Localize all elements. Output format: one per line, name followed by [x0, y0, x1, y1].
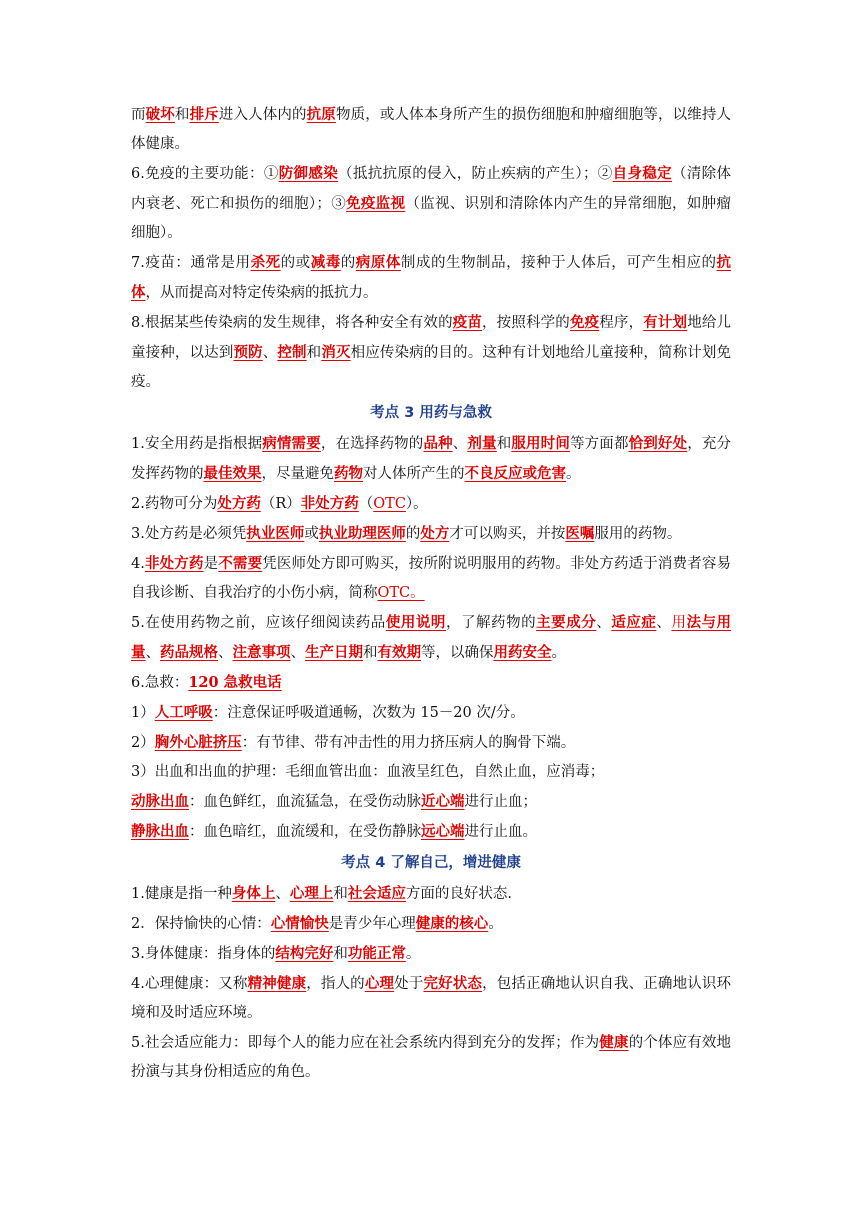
paragraph-bleeding-care	[131, 758, 731, 787]
paragraph-social-adaptation	[131, 1028, 731, 1087]
text: 地给儿童接种，以达到	[131, 315, 732, 361]
keyword: 控制	[277, 344, 307, 361]
keyword: 免疫监视	[346, 195, 406, 212]
text: 、	[656, 615, 672, 631]
underlined-term: 用	[671, 615, 687, 631]
section-heading-health: 考点 4 了解自己，增进健康	[341, 855, 521, 871]
keyword: 减毒	[310, 254, 341, 271]
text: 和	[306, 345, 322, 361]
text: 等，以确保	[421, 645, 494, 661]
text: ，包括正确地认识自我、正确地认识环境和及时适应环境。	[131, 976, 732, 1021]
keyword: 非处方药	[300, 495, 359, 512]
keyword: 最佳效果	[203, 465, 262, 482]
paragraph-venous-bleeding	[131, 817, 731, 847]
text: （监视、识别和清除体内产生的异常细胞，如肿瘤细胞）。	[131, 196, 732, 241]
keyword: 120 急救电话	[188, 674, 282, 691]
keyword: 消灭	[321, 344, 351, 361]
keyword: 病情需要	[262, 435, 321, 452]
paragraph-immune-defense-end	[131, 100, 731, 159]
keyword: 品种	[423, 435, 453, 452]
keyword: 适应症	[611, 614, 657, 631]
text: 等方面都	[570, 436, 629, 452]
keyword: 用药安全	[493, 644, 552, 661]
paragraph-first-aid	[131, 668, 731, 698]
text: 4.心理健康：又称	[131, 976, 248, 992]
keyword: 恰到好处	[628, 435, 688, 452]
text: 是	[203, 556, 219, 572]
paragraph-vaccine	[131, 248, 731, 308]
text: ，充分发挥药物的	[131, 436, 732, 482]
paragraph-prescription-drug	[131, 519, 731, 549]
text: ，指人的	[306, 976, 365, 992]
text: ，按照科学的	[482, 315, 570, 331]
text: （	[358, 496, 374, 512]
text: 的个体应有效地扮演与其身份相适应的角色。	[131, 1035, 732, 1080]
keyword: 不需要	[218, 555, 263, 572]
text: 对人体所产生的	[363, 466, 465, 482]
paragraph-happy-mood	[131, 909, 731, 939]
keyword: 自身稳定	[612, 165, 672, 182]
paragraph-read-instructions	[131, 608, 731, 668]
text: （清除体内衰老、死亡和损伤的细胞）；③	[131, 166, 732, 212]
text: 和	[174, 107, 190, 123]
paragraph-immune-functions	[131, 159, 731, 248]
keyword: 有效期	[377, 644, 421, 661]
keyword: 排斥	[189, 106, 219, 123]
keyword: 处方药	[217, 495, 261, 512]
keyword: 健康的核心	[415, 915, 489, 932]
keyword: 身体上	[231, 885, 276, 902]
paragraph-drug-types	[131, 489, 731, 519]
text: 2.药物可分为	[131, 496, 218, 512]
keyword: 健康	[599, 1034, 629, 1051]
section-heading-medication: 考点 3 用药与急救	[370, 405, 492, 421]
text: 和	[333, 886, 348, 902]
keyword: 有计划	[643, 314, 688, 331]
text: 进入人体内的	[218, 107, 307, 123]
text: 3.处方药是必须凭	[131, 526, 247, 542]
text: 的或	[280, 255, 311, 271]
paragraph-arterial-bleeding	[131, 787, 731, 817]
text: ，尽量避免	[261, 466, 334, 482]
text: 3.身体健康：指身体的	[131, 946, 276, 962]
text: 2）	[131, 735, 155, 751]
keyword: 静脉出血	[131, 823, 189, 840]
text: （抵抗抗原的侵入，防止疾病的产生）；②	[338, 166, 613, 182]
keyword: 防御感染	[278, 165, 339, 182]
keyword: 药品规格	[160, 644, 218, 661]
text: 、	[452, 436, 468, 452]
paragraph-mental-health	[131, 969, 731, 1028]
keyword: 不良反应或危害	[464, 465, 566, 482]
text: ：有节律、带有冲击性的用力挤压病人的胸骨下端。	[241, 735, 576, 751]
text: 物质，或人体本身所产生的损伤细胞和肿瘤细胞等，以维持人体健康。	[131, 107, 732, 152]
text: 、	[275, 886, 290, 902]
keyword: 胸外心脏挤压	[154, 734, 242, 751]
keyword: 医嘱	[565, 525, 595, 542]
text: 、	[145, 645, 160, 661]
keyword: 主要成分	[536, 614, 597, 631]
keyword: 远心端	[421, 823, 465, 840]
text: 。	[488, 916, 503, 932]
keyword: 免疫	[569, 314, 600, 331]
text: 4.	[131, 556, 145, 572]
text: 。	[551, 645, 566, 661]
paragraph-safe-medication	[131, 429, 731, 489]
text: 方面的良好状态.	[405, 886, 512, 902]
keyword: 杀死	[250, 254, 281, 271]
text: 7.疫苗：通常是用	[131, 255, 251, 271]
keyword: 处方	[420, 525, 450, 542]
text: 或	[304, 526, 319, 542]
text: 凭医师处方即可购买，按所附说明服用的药物。非处方药适于消费者容易自我诊断、自我治疗的小伤小病，简称	[131, 556, 732, 601]
keyword: 结构完好	[275, 945, 334, 962]
text: 进行止血。	[464, 824, 537, 840]
text: 服用的药物。	[594, 526, 682, 542]
keyword: 病原体	[355, 254, 401, 271]
text: 3）出血和出血的护理：毛细血管出血：血液呈红色，自然止血，应消毒；	[131, 764, 605, 780]
text: 的	[405, 526, 421, 542]
text: 8.根据某些传染病的发生规律，将各种安全有效的	[131, 315, 453, 331]
text: 、	[218, 645, 233, 661]
text: 是青少年心理	[328, 916, 416, 932]
keyword: 精神健康	[247, 975, 307, 992]
text: 。	[405, 946, 421, 962]
text: 1.安全用药是指根据	[131, 436, 263, 452]
keyword: 疫苗	[452, 314, 483, 331]
text: 和	[363, 645, 378, 661]
keyword: 执业助理医师	[318, 525, 406, 542]
keyword: 社会适应	[347, 885, 406, 902]
keyword: 心理上	[289, 885, 334, 902]
text: 才可以购买，并按	[449, 526, 566, 542]
text: ：血色鲜红，血流猛急，在受伤动脉	[189, 794, 421, 810]
text: 1.健康是指一种	[131, 886, 232, 902]
text: 程序，	[599, 315, 644, 331]
keyword: 执业医师	[246, 525, 305, 542]
paragraph-physical-health	[131, 939, 731, 969]
underlined-term: OTC。	[377, 585, 425, 601]
paragraph-chest-compression	[131, 728, 731, 758]
text: 6.免疫的主要功能：①	[131, 166, 279, 182]
text: 而	[131, 107, 146, 123]
text: （R）	[260, 496, 301, 512]
keyword: 注意事项	[232, 644, 291, 661]
keyword: 抗体	[131, 254, 732, 301]
document-content	[131, 100, 731, 1087]
text: 进行止血；	[464, 794, 537, 810]
text: 、	[262, 345, 278, 361]
text: ）。	[405, 496, 428, 512]
text: 制成的生物制品，接种于人体后，可产生相应的	[400, 255, 717, 271]
text: ，从而提高对特定传染病的抵抗力。	[145, 285, 378, 301]
text: ：血色暗红，血流缓和，在受伤静脉	[189, 824, 421, 840]
text: 、	[290, 645, 305, 661]
underlined-term: OTC	[373, 496, 406, 512]
keyword: 预防	[233, 344, 263, 361]
text: 1）	[131, 705, 155, 721]
keyword: 使用说明	[385, 614, 446, 631]
text: ，在选择药物的	[320, 436, 424, 452]
paragraph-artificial-respiration	[131, 698, 731, 728]
text: 6.急救：	[131, 675, 189, 691]
text: 的	[340, 255, 356, 271]
keyword: 非处方药	[144, 555, 204, 572]
keyword: 生产日期	[305, 644, 363, 661]
text: 和	[496, 436, 512, 452]
paragraph-otc-drug	[131, 549, 731, 608]
text: 、	[596, 615, 612, 631]
text: 5.在使用药物之前，应该仔细阅读药品	[131, 615, 386, 631]
keyword: 破坏	[145, 106, 175, 123]
keyword: 法与用量	[131, 614, 732, 661]
paragraph-planned-immunization	[131, 308, 731, 397]
keyword: 剂量	[467, 435, 497, 452]
keyword: 完好状态	[423, 975, 483, 992]
keyword: 动脉出血	[131, 793, 189, 810]
keyword: 人工呼吸	[154, 704, 213, 721]
text: 2．保持愉快的心情：	[131, 916, 271, 932]
text: 处于	[394, 976, 424, 992]
text: ：注意保证呼吸道通畅，次数为 15－20 次/分。	[212, 705, 525, 721]
keyword: 服用时间	[511, 435, 570, 452]
keyword: 功能正常	[347, 945, 406, 962]
keyword: 心情愉快	[270, 915, 329, 932]
text: ，了解药物的	[445, 615, 537, 631]
keyword: 近心端	[421, 793, 465, 810]
keyword: 药物	[334, 465, 363, 482]
text: 和	[333, 946, 348, 962]
text: 。	[566, 466, 581, 482]
text: 5.社会适应能力：即每个人的能力应在社会系统内得到充分的发挥；作为	[131, 1035, 600, 1051]
paragraph-health-definition	[131, 879, 731, 909]
keyword: 抗原	[306, 106, 336, 123]
text: 相应传染病的目的。这种有计划地给儿童接种，简称计划免疫。	[131, 345, 732, 390]
keyword: 心理	[364, 975, 395, 992]
